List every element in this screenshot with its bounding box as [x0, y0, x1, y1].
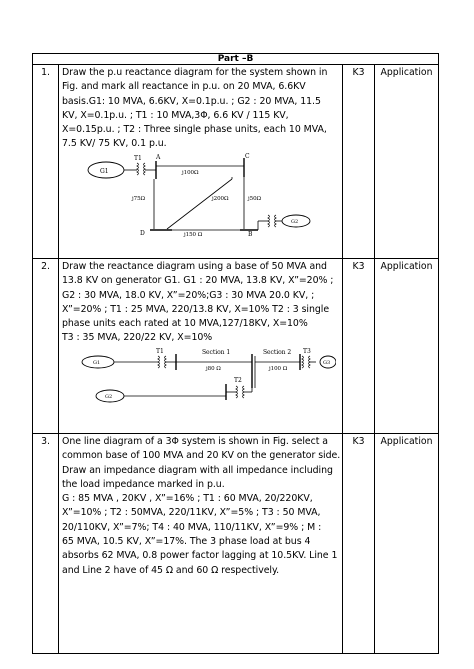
question-line: 7.5 KV/ 75 KV, 0.1 p.u. [62, 138, 167, 150]
transformer-t3 [302, 356, 310, 368]
question-line: 20/110KV, X”=7%; T4 : 40 MVA, 110/11KV, X”=9% ; M : [62, 521, 322, 533]
g1-label: G1 [100, 167, 109, 175]
knowledge-level: K3 [343, 434, 375, 654]
knowledge-level: K3 [343, 259, 375, 434]
t1-label: T1 [156, 347, 164, 355]
question-line: X”=10% ; T2 : 50MVA, 220/11KV, X”=5% ; T3 : 50 MVA, [62, 507, 321, 519]
section1-label: Section 1 [202, 348, 231, 356]
j50-label: j50Ω [248, 195, 262, 202]
circuit-diagram-1 [82, 153, 322, 239]
question-text [59, 259, 343, 434]
question-row-2 [33, 259, 439, 434]
section2-label: Section 2 [263, 348, 292, 356]
question-line: 65 MVA, 10.5 KV, X”=17%. The 3 phase load at bus 4 [62, 536, 311, 548]
bus-b-label: B [248, 230, 253, 238]
question-line: G : 85 MVA , 20KV , X”=16% ; T1 : 60 MVA, 20/220KV, [62, 493, 313, 505]
transformer-t1 [158, 356, 166, 368]
question-text [59, 434, 343, 654]
transformer-t1 [137, 163, 145, 175]
question-line: Fig. and mark all reactance in p.u. on 20 MVA, 6.6KV [62, 81, 306, 93]
question-line: common base of 100 MVA and 20 KV on the generator side. [62, 450, 341, 462]
t2-label: T2 [234, 376, 242, 384]
j100-label: j100 Ω [269, 365, 288, 372]
question-number: 2. [33, 259, 59, 434]
j100-label: j100Ω [182, 169, 199, 176]
g1-label: G1 [93, 359, 101, 366]
question-line: X”=20% ; T1 : 25 MVA, 220/13.8 KV, X=10% T2 : 3 single [62, 303, 330, 315]
question-line: absorbs 62 MVA, 0.8 power factor lagging at 10.5KV. Line 1 [62, 550, 338, 562]
question-row-1 [33, 65, 439, 259]
question-line: basis.G1: 10 MVA, 6.6KV, X=0.1p.u. ; G2 : 20 MVA, 11.5 [62, 95, 321, 107]
cognitive-level: Application [375, 259, 439, 434]
cognitive-level: Application [375, 434, 439, 654]
question-row-3 [33, 434, 439, 654]
question-text [59, 65, 343, 259]
question-number: 1. [33, 65, 59, 259]
transformer-t2 [236, 386, 244, 398]
t3-label: T3 [303, 347, 311, 355]
bus-a-label: A [156, 153, 161, 161]
bus-d-label: D [140, 229, 145, 237]
part-title: Part –B [33, 54, 439, 65]
question-line: G2 : 30 MVA, 18.0 KV, X”=20%;G3 : 30 MVA 20.0 KV, ; [62, 289, 315, 301]
question-number: 3. [33, 434, 59, 654]
g2-label: G2 [105, 393, 113, 400]
question-line: phase units each rated at 10 MVA,127/18KV, X=10% [62, 318, 308, 330]
question-line: KV, X=0.1p.u. ; T1 : 10 MVA,3Φ, 6.6 KV / 115 KV, [62, 109, 289, 121]
question-line: T3 : 35 MVA, 220/22 KV, X=10% [62, 332, 213, 344]
g2-label: G2 [291, 218, 299, 225]
j200-label: j200Ω [212, 195, 229, 202]
circuit-diagram-2 [76, 348, 336, 410]
question-line: X=0.15p.u. ; T2 : Three single phase units, each 10 MVA, [62, 124, 327, 136]
j75-label: j75Ω [132, 195, 146, 202]
g3-label: G3 [323, 359, 331, 366]
t1-label: T1 [134, 154, 142, 162]
question-line: 13.8 KV on generator G1. G1 : 20 MVA, 13.8 KV, X”=20% ; [62, 275, 334, 287]
question-line: One line diagram of a 3Φ system is shown in Fig. select a [62, 436, 328, 447]
j150-label: j150 Ω [184, 231, 203, 238]
knowledge-level: K3 [343, 65, 375, 259]
j80-label: j80 Ω [206, 365, 221, 372]
question-line: Draw an impedance diagram with all impedance including [62, 464, 333, 476]
question-line: Draw the p.u reactance diagram for the system shown in [62, 67, 328, 78]
transformer-t2 [268, 215, 276, 227]
cognitive-level: Application [375, 65, 439, 259]
questions-table [32, 53, 439, 654]
bus-c-label: C [245, 152, 250, 160]
question-line: Draw the reactance diagram using a base of 50 MVA and [62, 261, 327, 272]
question-line: and Line 2 have of 45 Ω and 60 Ω respectively. [62, 564, 280, 576]
question-line: the load impedance marked in p.u. [62, 478, 225, 490]
